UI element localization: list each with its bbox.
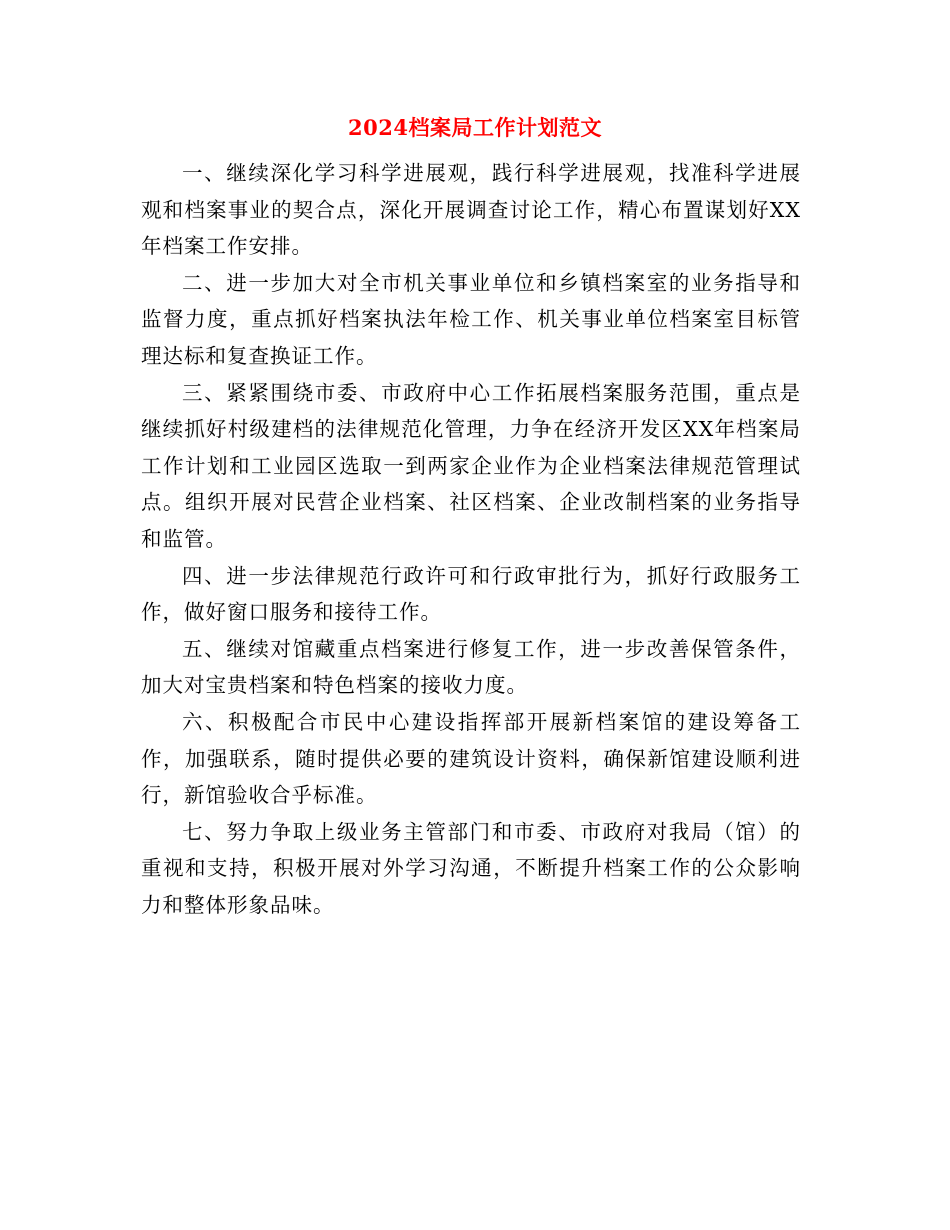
paragraph-6: 六、积极配合市民中心建设指挥部开展新档案馆的建设筹备工作，加强联系，随时提供必要的建筑设计资料，确保新馆建设顺利进行，新馆验收合乎标准。 — [141, 709, 801, 808]
paragraph-3: 三、紧紧围绕市委、市政府中心工作拓展档案服务范围，重点是继续抓好村级建档的法律规范化管理，力争在经济开发区XX年档案局工作计划和工业园区选取一到两家企业作为企业档案法律规范管理试点。组织开展对民营企业档案、社区档案、企业改制档案的业务指导和监管。 — [141, 380, 801, 551]
paragraph-4: 四、进一步法律规范行政许可和行政审批行为，抓好行政服务工作，做好窗口服务和接待工作。 — [141, 563, 801, 625]
paragraph-7: 七、努力争取上级业务主管部门和市委、市政府对我局（馆）的重视和支持，积极开展对外学习沟通，不断提升档案工作的公众影响力和整体形象品味。 — [141, 819, 801, 917]
document-body — [141, 155, 801, 923]
paragraph-2: 二、进一步加大对全市机关事业单位和乡镇档案室的业务指导和监督力度，重点抓好档案执法年检工作、机关事业单位档案室目标管理达标和复查换证工作。 — [141, 270, 801, 368]
paragraph-1: 一、继续深化学习科学进展观，践行科学进展观，找准科学进展观和档案事业的契合点，深化开展调查讨论工作，精心布置谋划好XX年档案工作安排。 — [141, 161, 801, 259]
paragraph-5: 五、继续对馆藏重点档案进行修复工作，进一步改善保管条件，加大对宝贵档案和特色档案的接收力度。 — [141, 636, 801, 698]
document-title: 2024档案局工作计划范文 — [348, 115, 602, 140]
